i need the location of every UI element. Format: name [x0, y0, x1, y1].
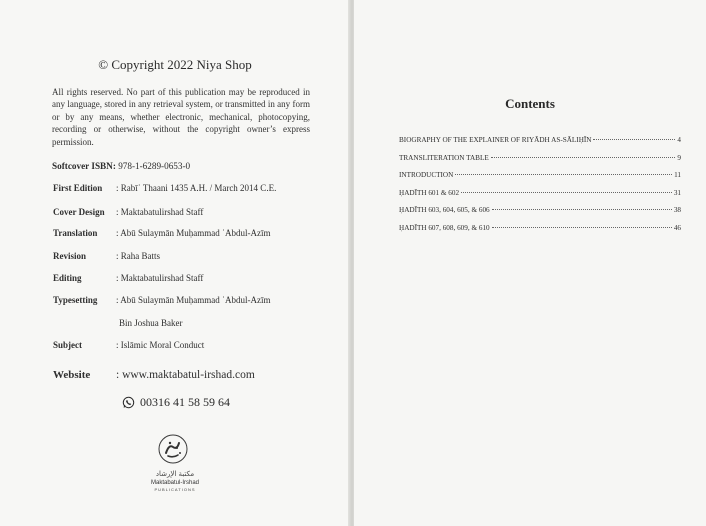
detail-value: : Abū Sulaymān Muḥammad ʿAbdul-Azīm	[116, 228, 271, 238]
toc-item-title: ḤADĪTH 601 & 602	[399, 188, 460, 197]
isbn-label: Softcover ISBN:	[52, 161, 116, 171]
detail-value: : Raha Batts	[116, 251, 160, 261]
detail-value: : Abū Sulaymān Muḥammad ʿAbdul-Azīm	[116, 295, 271, 305]
detail-label: First Edition	[53, 183, 103, 193]
detail-label: Cover Design	[53, 207, 105, 217]
detail-value: : Rabīʿ Thaani 1435 A.H. / March 2014 C.E.	[116, 183, 277, 193]
detail-value: : www.maktabatul-irshad.com	[116, 369, 255, 381]
toc-item-page: 9	[677, 153, 681, 162]
detail-revision	[53, 251, 160, 261]
toc-item-title: INTRODUCTION	[399, 171, 454, 179]
toc-leader	[461, 192, 672, 193]
toc-item-page: 4	[677, 136, 681, 144]
toc-item-title: ḤADĪTH 607, 608, 609, & 610	[399, 223, 490, 232]
detail-value: : Maktabatulirshad Staff	[116, 207, 204, 217]
toc-item	[399, 189, 681, 207]
copyright-line: © Copyright 2022 Niya Shop	[98, 57, 252, 72]
phone-number: 00316 41 58 59 64	[140, 395, 230, 409]
isbn-line	[52, 161, 190, 171]
table-of-contents	[399, 136, 681, 241]
detail-label: Typesetting	[53, 295, 98, 305]
toc-item-page: 46	[673, 223, 681, 232]
detail-cover-design	[53, 207, 203, 217]
phone-line	[122, 395, 230, 410]
toc-leader	[491, 157, 676, 158]
toc-item-page: 38	[673, 206, 681, 214]
toc-item	[399, 136, 681, 154]
publisher-logo-icon	[158, 434, 188, 464]
toc-leader	[593, 139, 675, 140]
detail-subject	[53, 340, 204, 350]
detail-website	[53, 369, 255, 381]
contents-title: Contents	[505, 96, 555, 111]
toc-item-title: ḤADĪTH 603, 604, 605, & 606	[399, 206, 490, 214]
detail-label: Website	[53, 369, 91, 381]
toc-item-title: BIOGRAPHY OF THE EXPLAINER OF RIYĀDH AS-SĀLIḤĪN	[399, 136, 592, 144]
toc-item	[399, 171, 681, 189]
typesetting-continued: Bin Joshua Baker	[119, 318, 183, 328]
detail-value: : Maktabatulirshad Staff	[116, 273, 204, 283]
logo-subtitle: PUBLICATIONS	[154, 487, 196, 492]
detail-editing	[53, 273, 203, 283]
detail-value: : Islāmic Moral Conduct	[116, 340, 205, 350]
detail-label: Editing	[53, 273, 82, 283]
detail-label: Subject	[53, 340, 82, 350]
whatsapp-icon	[122, 396, 135, 409]
toc-leader	[492, 209, 672, 210]
toc-item	[399, 206, 681, 224]
contents-page	[354, 0, 706, 526]
detail-first-edition	[53, 183, 276, 193]
toc-leader	[492, 227, 672, 228]
detail-label: Translation	[53, 228, 98, 238]
logo-name: Maktabatul-Irshad	[150, 480, 200, 486]
copyright-page	[0, 0, 350, 526]
toc-leader	[455, 174, 672, 175]
detail-label: Revision	[53, 251, 87, 261]
detail-typesetting	[53, 295, 270, 305]
toc-item-page: 31	[673, 188, 681, 197]
detail-translation	[53, 228, 270, 238]
logo-arabic-text: مكتبة الإرشاد	[155, 470, 195, 478]
toc-item	[399, 224, 681, 242]
toc-item	[399, 154, 681, 172]
isbn-value: 978-1-6289-0653-0	[118, 161, 191, 171]
toc-item-title: TRANSLITERATION TABLE	[399, 153, 489, 162]
toc-item-page: 11	[674, 171, 681, 179]
rights-paragraph: All rights reserved. No part of this publication may be reproduced in any language, stored in any retrieval system, or transmitted in any form or by any means, whether electronic, mechanical, photocopying, recording or otherwise, without the copyright owner’s express permission.	[52, 87, 310, 147]
